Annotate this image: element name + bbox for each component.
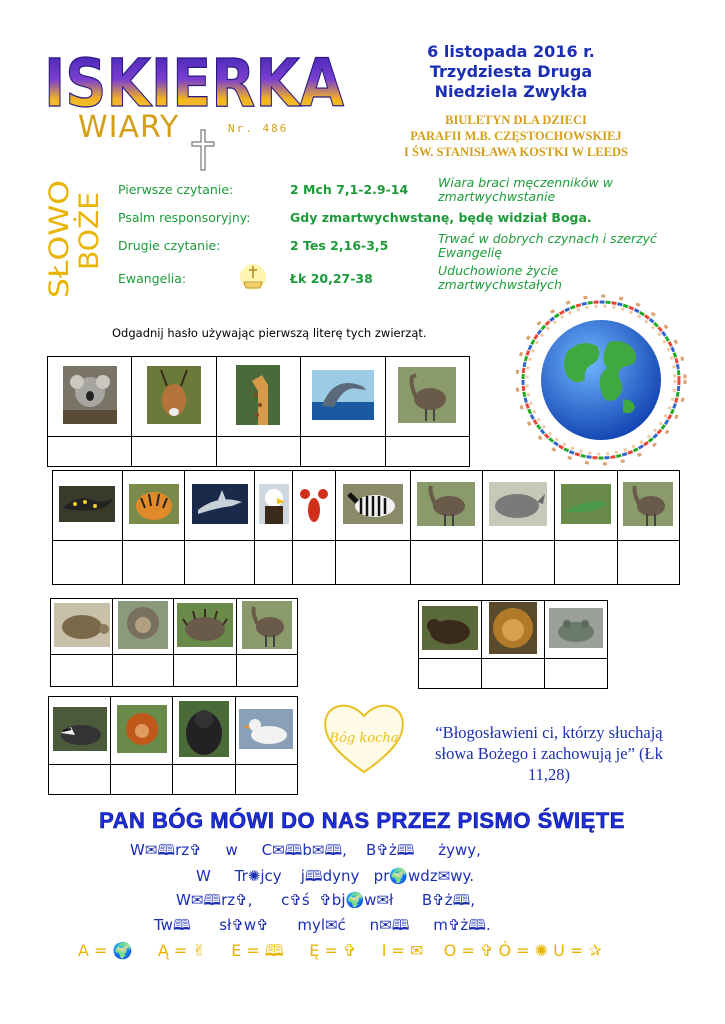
issue-number: Nr. 486	[228, 122, 289, 135]
shark-photo	[192, 484, 248, 524]
wiary-subtitle: WIARY	[78, 110, 180, 145]
animal-table-row2	[52, 470, 680, 585]
coded-line: W✉🕮rz✞ w C✉🕮b✉🕮, B✞ż🕮 żywy,	[130, 841, 481, 859]
bulletin-line: BIULETYN DLA DZIECI	[445, 113, 587, 127]
orangutan-photo	[117, 705, 167, 753]
slowo-text: SŁOWO	[44, 196, 75, 298]
heart-image	[322, 700, 406, 776]
emu-photo	[623, 482, 673, 526]
dolphin-photo	[312, 370, 374, 420]
lion-photo	[489, 602, 537, 654]
reading-label: Pierwsze czytanie:	[118, 182, 234, 197]
emu-photo	[417, 482, 475, 526]
logo-text: ISKIERKA	[44, 45, 344, 122]
animal-table-row1	[47, 356, 470, 467]
gospel-icon	[236, 262, 270, 292]
bulletin-line: PARAFII M.B. CZĘSTOCHOWSKIEJ	[410, 129, 622, 143]
reading-ref: 2 Mch 7,1-2.9-14	[290, 182, 409, 197]
reading-ref: Łk 20,27-38	[290, 271, 373, 286]
animal-table-row3b	[418, 600, 608, 689]
iguana-photo	[561, 484, 611, 524]
coded-line: W Tr✺jcy j🕮dyny pr🌍wdz✉wy.	[196, 867, 475, 885]
code-key: A = 🌍 Ą = ✌ E = 🕮 Ę = ✞ I = ✉ O = ✞ Ó = ✺ U = ✰	[78, 941, 602, 960]
reading-note: Uduchowione życie zmartwychwstałych	[438, 263, 562, 292]
badger-photo	[53, 707, 107, 751]
eagle-photo	[259, 484, 289, 524]
emu-photo	[242, 601, 292, 649]
coded-line: W✉🕮rz✞, c✞ś ✞bj🌍w✉ł B✞ż🕮,	[176, 891, 476, 909]
bible-quote: “Błogosławieni ci, którzy słuchają słowa Bożego i zachowują je” (Łk 11,28)	[435, 723, 663, 784]
reading-note: Trwać w dobrych czynach i szerzyć Ewangelię	[438, 231, 657, 260]
orangutan-photo	[118, 601, 168, 649]
hedgehog-photo	[177, 603, 233, 647]
emu-photo	[398, 367, 456, 423]
zebra-photo	[343, 484, 403, 524]
reading-label: Drugie czytanie:	[118, 238, 221, 253]
reading-note: Wiara braci męczenników w zmartwychwstanie	[438, 175, 613, 204]
cross-icon	[190, 128, 216, 172]
slowo-boze-title	[42, 178, 112, 300]
bulletin-line: I ŚW. STANISŁAWA KOSTKI W LEEDS	[404, 145, 628, 159]
boze-text: BOŻE	[74, 195, 105, 270]
animal-table-row4	[48, 696, 298, 795]
animal-table-row3a	[50, 598, 298, 687]
date-block	[400, 42, 622, 102]
reading-label: Psalm responsoryjny:	[118, 210, 251, 225]
giraffe-photo	[236, 365, 280, 425]
rhino-photo	[489, 482, 547, 526]
globe-children-image	[505, 292, 697, 468]
puzzle-instruction: Odgadnij hasło używając pierwszą literę tych zwierząt.	[112, 326, 427, 340]
antelope-photo	[147, 366, 201, 424]
date-line: Trzydziesta Druga	[429, 62, 593, 81]
reading-ref: 2 Tes 2,16-3,5	[290, 238, 389, 253]
tiger-photo	[129, 484, 179, 524]
date-line: 6 listopada 2016 r.	[427, 42, 595, 61]
headline: PAN BÓG MÓWI DO NAS PRZEZ PISMO ŚWIĘTE	[99, 808, 625, 833]
coded-line: Tw🕮 sł✞w✞ myl✉ć n✉🕮 m✞ż🕮.	[154, 916, 491, 934]
salamander-photo	[59, 486, 115, 522]
koala-photo	[63, 366, 117, 424]
bear-photo	[422, 606, 478, 650]
date-line: Niedziela Zwykła	[434, 82, 588, 101]
lobster-photo	[297, 484, 331, 524]
bulletin-block	[355, 112, 677, 160]
gorilla-photo	[179, 701, 229, 757]
goose-photo	[239, 709, 293, 749]
reading-label: Ewangelia:	[118, 271, 187, 286]
reading-ref: Gdy zmartwychwstanę, będę widział Boga.	[290, 210, 592, 225]
frog-photo	[549, 608, 603, 648]
tortoise-photo	[54, 603, 110, 647]
heart-text: Bóg kocha	[329, 731, 399, 746]
